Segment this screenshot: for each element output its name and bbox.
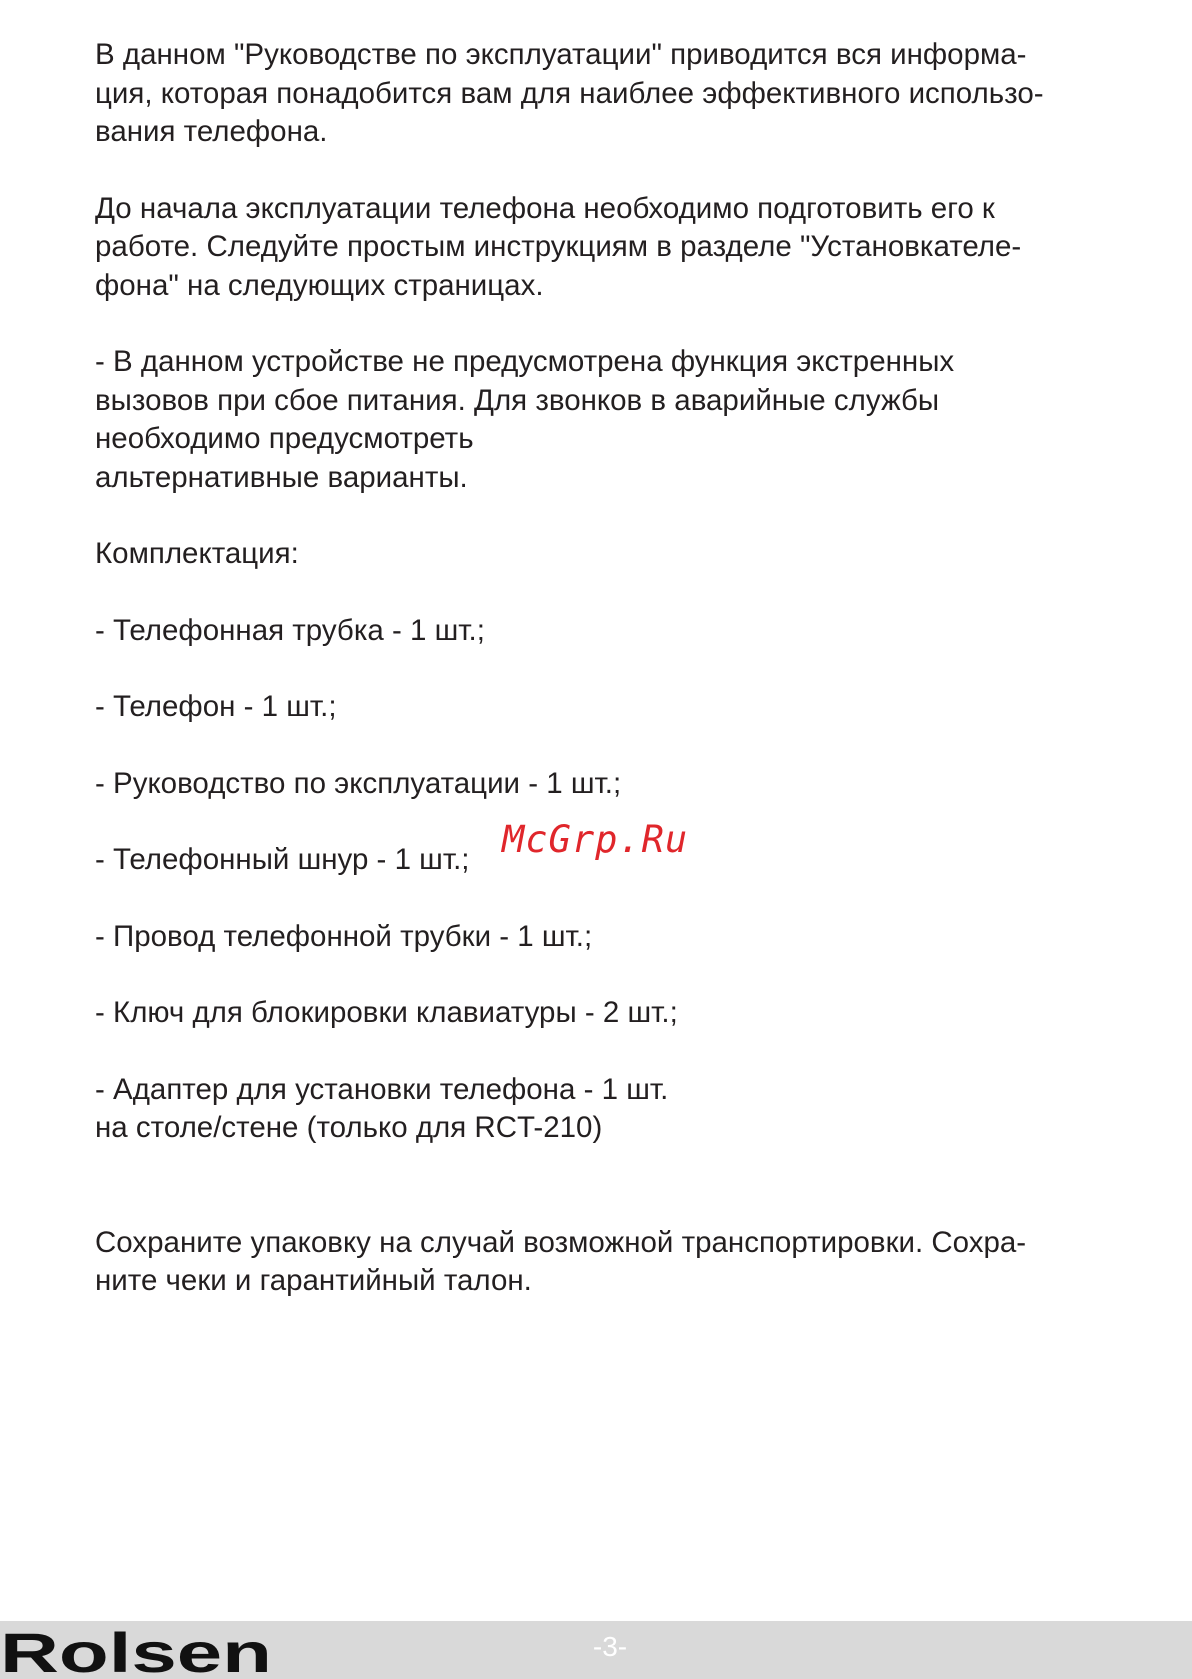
- watermark: McGrp.Ru: [502, 818, 689, 861]
- contents-item-mount-adapter: - Адаптер для установки телефона - 1 шт. на столе/стене (только для RCT-210): [95, 1072, 669, 1144]
- contents-item-phone: - Телефон - 1 шт.;: [95, 690, 337, 723]
- spacer: [95, 574, 1155, 612]
- spacer: [95, 1148, 1155, 1186]
- spacer: [95, 152, 1155, 190]
- contents-item-manual: - Руководство по эксплуатации - 1 шт.;: [95, 766, 622, 800]
- spacer: [95, 880, 1155, 918]
- spacer: [95, 1033, 1155, 1071]
- contents-item-line-cord: - Телефонный шнур - 1 шт.;: [95, 843, 470, 876]
- footer-band: [0, 1621, 1192, 1679]
- intro-paragraph: В данном "Руководстве по эксплуатации" приводится вся информа- ция, которая понадобится вам для наиблее эффективного использо- вания телефона.: [95, 38, 1044, 148]
- page-body: [95, 36, 1155, 1301]
- emergency-warning-paragraph: - В данном устройстве не предусмотрена функция экстренных вызовов при сбое питания. Для звонков в аварийные службы необходимо предусмотреть альтернативные варианты.: [95, 345, 955, 494]
- spacer: [95, 1186, 1155, 1224]
- svg-text:Rolsen: Rolsen: [0, 1621, 272, 1679]
- contents-item-handset: - Телефонная трубка - 1 шт.;: [95, 613, 485, 647]
- spacer: [95, 727, 1155, 765]
- contents-item-handset-cord: - Провод телефонной трубки - 1 шт.;: [95, 919, 593, 953]
- spacer: [95, 650, 1155, 688]
- contents-heading: Комплектация:: [95, 537, 299, 570]
- spacer: [95, 305, 1155, 343]
- closing-paragraph: Сохраните упаковку на случай возможной транспортировки. Сохра- ните чеки и гарантийный талон.: [95, 1225, 1027, 1297]
- spacer: [95, 956, 1155, 994]
- contents-item-keypad-lock-key: - Ключ для блокировки клавиатуры - 2 шт.;: [95, 996, 678, 1029]
- setup-paragraph: До начала эксплуатации телефона необходимо подготовить его к работе. Следуйте простым инструкциям в разделе "Установкателе- фона" на следующих страницах.: [95, 191, 1022, 302]
- page-number: -3-: [592, 1631, 628, 1662]
- spacer: [95, 497, 1155, 535]
